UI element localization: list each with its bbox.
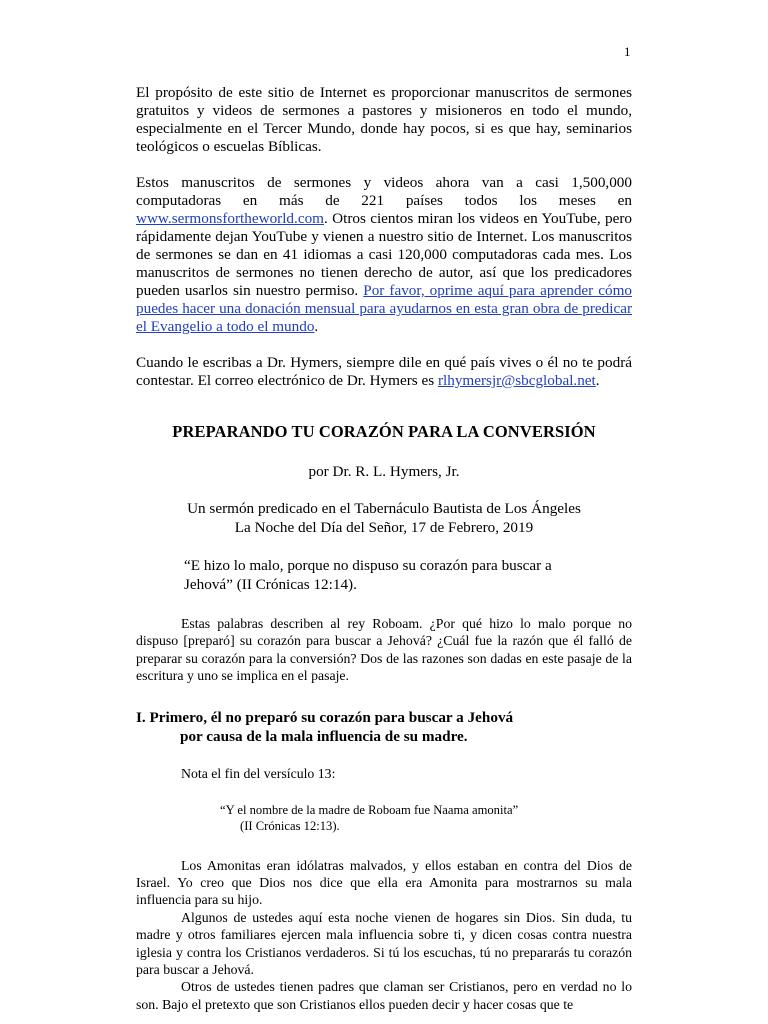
intro-paragraph-contact: [136, 354, 632, 390]
donation-link[interactable]: Por favor, oprime aquí para aprender cómo puedes hacer una donación mensual para ayudarnos en esta gran obra de predicar el Evangelio a todo el mundo: [136, 282, 632, 335]
document-body: [136, 84, 632, 1013]
reach-text-start: Estos manuscritos de sermones y videos ahora van a casi 1,500,000 computadoras en más de 221 países todos los meses en: [136, 174, 632, 209]
scripture-quote-reference: (II Crónicas 12:13).: [240, 819, 340, 834]
body-paragraph-1: Los Amonitas eran idólatras malvados, y ellos estaban en contra del Dios de Israel. Yo creo que Dios nos dice que ella era Amonita para mostrarnos su mala influencia para su hijo.: [136, 857, 632, 908]
scripture-quote: [136, 802, 632, 835]
sermon-author: por Dr. R. L. Hymers, Jr.: [308, 463, 460, 480]
reach-text-middle: . Otros cientos miran los videos en YouTube, pero rápidamente dejan YouTube y vienen a nuestro sitio de Internet. Los manuscritos de sermones se dan en 41 idiomas a casi 120,000 computadoras cada mes. Los manuscritos de sermones no tienen derecho de autor, así que los predicadores pueden usarlos sin nuestro permiso.: [136, 210, 632, 299]
email-link[interactable]: rlhymersjr@sbcglobal.net: [437, 372, 596, 389]
intro-paragraph-purpose: El propósito de este sitio de Internet es proporcionar manuscritos de sermones gratuitos y videos de sermones a pastores y misioneros en todo el mundo, especialmente en el Tercer Mundo, donde hay pocos, si es que hay, seminarios teológicos o escuelas Bíblicas.: [136, 84, 632, 155]
section-heading-1-line1: I. Primero, él no preparó su corazón para buscar a Jehová: [136, 708, 514, 726]
intro-paragraph-reach: [136, 174, 632, 336]
sermon-title: PREPARANDO TU CORAZÓN PARA LA CONVERSIÓN: [172, 422, 596, 441]
contact-text-end: .: [595, 372, 600, 389]
sermon-epigraph: “E hizo lo malo, porque no dispuso su corazón para buscar a Jehová” (II Crónicas 12:14).: [184, 557, 552, 593]
page-number: 1: [624, 44, 631, 59]
contact-text: Cuando le escribas a Dr. Hymers, siempre dile en qué país vives o él no te podrá contestar. El correo electrónico de Dr. Hymers es: [136, 354, 632, 389]
body-paragraph-2: Algunos de ustedes aquí esta noche vienen de hogares sin Dios. Sin duda, tu madre y otros familiares ejercen mala influencia sobre ti, y dicen cosas contra nuestra iglesia y contra los Cristianos verdaderos. Si tú los escuchas, tú no prepararás tu corazón para buscar a Jehová.: [136, 909, 632, 978]
verse-note: Nota el fin del versículo 13:: [181, 765, 336, 781]
preached-location: Un sermón predicado en el Tabernáculo Bautista de Los Ángeles: [187, 500, 581, 517]
site-link[interactable]: www.sermonsfortheworld.com: [136, 210, 324, 227]
body-paragraph-3: Otros de ustedes tienen padres que claman ser Cristianos, pero en verdad no lo son. Bajo el pretexto que son Cristianos ellos pueden decir y hacer cosas que te: [136, 979, 632, 1012]
reach-text-end: .: [314, 318, 319, 335]
opening-paragraph: Estas palabras describen al rey Roboam. ¿Por qué hizo lo malo porque no dispuso [preparó] su corazón para buscar a Jehová? ¿Cuál fue la razón que él falló de preparar su corazón para la conversión? Dos de las razones son dadas en este pasaje de la escritura y uno se implica en el pasaje.: [136, 616, 632, 684]
section-heading-1-line2: por causa de la mala influencia de su madre.: [180, 727, 468, 745]
preached-date: La Noche del Día del Señor, 17 de Febrero, 2019: [234, 518, 534, 536]
section-heading-1: [136, 708, 632, 746]
sermon-preached-info: [136, 500, 632, 537]
scripture-quote-text: “Y el nombre de la madre de Roboam fue Naama amonita”: [220, 802, 519, 817]
